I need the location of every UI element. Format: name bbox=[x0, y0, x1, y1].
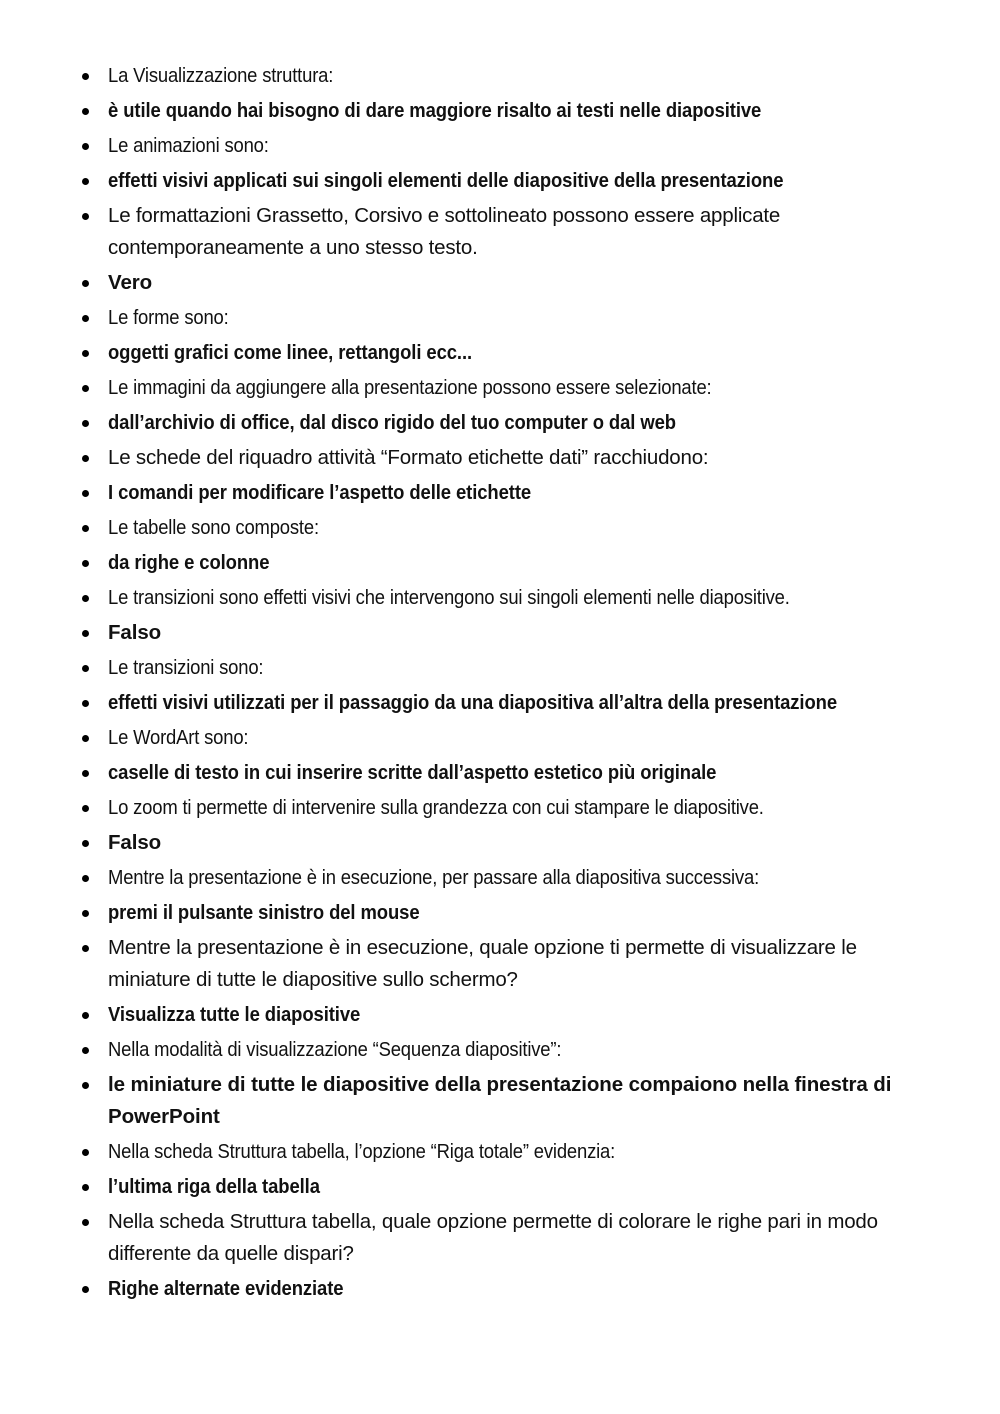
question-text: Le immagini da aggiungere alla presentazione possono essere selezionate: bbox=[108, 376, 712, 399]
bullet-icon bbox=[80, 862, 90, 894]
question-text: Le animazioni sono: bbox=[108, 134, 269, 157]
question-item bbox=[80, 372, 940, 404]
bullet-icon bbox=[80, 792, 90, 824]
answer-item bbox=[80, 617, 940, 649]
answer-item bbox=[80, 267, 940, 299]
bullet-icon bbox=[80, 60, 90, 92]
bullet-icon bbox=[80, 1171, 90, 1203]
question-item bbox=[80, 1206, 940, 1270]
question-item bbox=[80, 200, 940, 264]
answer-text: effetti visivi applicati sui singoli elementi delle diapositive della presentazione bbox=[108, 169, 784, 192]
answer-text: Falso bbox=[108, 621, 162, 644]
answer-item bbox=[80, 95, 940, 127]
bullet-icon bbox=[80, 652, 90, 684]
bullet-icon bbox=[80, 267, 90, 299]
bullet-icon bbox=[80, 130, 90, 162]
question-item bbox=[80, 130, 940, 162]
bullet-icon bbox=[80, 442, 90, 474]
question-item bbox=[80, 652, 940, 684]
question-item bbox=[80, 722, 940, 754]
question-item bbox=[80, 792, 940, 824]
bullet-icon bbox=[80, 999, 90, 1031]
question-text: La Visualizzazione struttura: bbox=[108, 64, 334, 87]
answer-text: è utile quando hai bisogno di dare maggiore risalto ai testi nelle diapositive bbox=[108, 99, 762, 122]
question-text: Lo zoom ti permette di intervenire sulla grandezza con cui stampare le diapositive. bbox=[108, 796, 764, 819]
answer-item bbox=[80, 1273, 940, 1305]
bullet-icon bbox=[80, 547, 90, 579]
bullet-icon bbox=[80, 337, 90, 369]
bullet-icon bbox=[80, 200, 90, 232]
question-item bbox=[80, 512, 940, 544]
answer-text: I comandi per modificare l’aspetto delle etichette bbox=[108, 481, 532, 504]
question-item bbox=[80, 582, 940, 614]
question-text: Le formattazioni Grassetto, Corsivo e sottolineato possono essere applicate contemporaneamente a uno stesso testo. bbox=[108, 204, 781, 259]
bullet-icon bbox=[80, 477, 90, 509]
question-text: Mentre la presentazione è in esecuzione, quale opzione ti permette di visualizzare le miniature di tutte le diapositive sullo schermo? bbox=[108, 936, 857, 991]
question-item bbox=[80, 442, 940, 474]
answer-item bbox=[80, 999, 940, 1031]
question-item bbox=[80, 60, 940, 92]
answer-text: le miniature di tutte le diapositive della presentazione compaiono nella finestra di PowerPoint bbox=[108, 1073, 892, 1128]
bullet-icon bbox=[80, 95, 90, 127]
bullet-icon bbox=[80, 1034, 90, 1066]
bullet-icon bbox=[80, 165, 90, 197]
bullet-icon bbox=[80, 512, 90, 544]
question-item bbox=[80, 302, 940, 334]
bullet-icon bbox=[80, 932, 90, 964]
question-item bbox=[80, 862, 940, 894]
answer-item bbox=[80, 687, 940, 719]
answer-item bbox=[80, 547, 940, 579]
bullet-icon bbox=[80, 1069, 90, 1101]
answer-item bbox=[80, 827, 940, 859]
answer-text: da righe e colonne bbox=[108, 551, 270, 574]
answer-item bbox=[80, 757, 940, 789]
answer-text: dall’archivio di office, dal disco rigido del tuo computer o dal web bbox=[108, 411, 676, 434]
answer-item bbox=[80, 1171, 940, 1203]
bullet-icon bbox=[80, 617, 90, 649]
answer-item bbox=[80, 1069, 940, 1133]
bullet-icon bbox=[80, 407, 90, 439]
question-item bbox=[80, 1136, 940, 1168]
question-text: Le schede del riquadro attività “Formato etichette dati” racchiudono: bbox=[108, 446, 709, 469]
answer-text: Visualizza tutte le diapositive bbox=[108, 1003, 361, 1026]
answer-text: Righe alternate evidenziate bbox=[108, 1277, 344, 1300]
bullet-icon bbox=[80, 372, 90, 404]
question-text: Nella scheda Struttura tabella, l’opzione “Riga totale” evidenzia: bbox=[108, 1140, 616, 1163]
bullet-icon bbox=[80, 1136, 90, 1168]
answer-item bbox=[80, 165, 940, 197]
question-text: Nella scheda Struttura tabella, quale opzione permette di colorare le righe pari in modo differente da quelle dispari? bbox=[108, 1210, 878, 1265]
bullet-icon bbox=[80, 302, 90, 334]
answer-item bbox=[80, 407, 940, 439]
answer-text: Falso bbox=[108, 831, 162, 854]
bullet-icon bbox=[80, 1206, 90, 1238]
question-text: Le WordArt sono: bbox=[108, 726, 249, 749]
bullet-icon bbox=[80, 897, 90, 929]
qa-bullet-list bbox=[80, 60, 940, 1308]
bullet-icon bbox=[80, 757, 90, 789]
answer-text: premi il pulsante sinistro del mouse bbox=[108, 901, 420, 924]
question-text: Le tabelle sono composte: bbox=[108, 516, 319, 539]
question-text: Mentre la presentazione è in esecuzione, per passare alla diapositiva successiva: bbox=[108, 866, 760, 889]
answer-text: l’ultima riga della tabella bbox=[108, 1175, 320, 1198]
answer-text: caselle di testo in cui inserire scritte dall’aspetto estetico più originale bbox=[108, 761, 717, 784]
question-text: Le transizioni sono effetti visivi che intervengono sui singoli elementi nelle diapositive. bbox=[108, 586, 790, 609]
answer-item bbox=[80, 337, 940, 369]
question-text: Le forme sono: bbox=[108, 306, 229, 329]
answer-text: Vero bbox=[108, 271, 153, 294]
answer-item bbox=[80, 477, 940, 509]
answer-item bbox=[80, 897, 940, 929]
question-text: Le transizioni sono: bbox=[108, 656, 264, 679]
bullet-icon bbox=[80, 827, 90, 859]
bullet-icon bbox=[80, 1273, 90, 1305]
answer-text: oggetti grafici come linee, rettangoli ecc... bbox=[108, 341, 473, 364]
bullet-icon bbox=[80, 687, 90, 719]
bullet-icon bbox=[80, 582, 90, 614]
question-text: Nella modalità di visualizzazione “Sequenza diapositive”: bbox=[108, 1038, 562, 1061]
answer-text: effetti visivi utilizzati per il passaggio da una diapositiva all’altra della presentazione bbox=[108, 691, 837, 714]
bullet-icon bbox=[80, 722, 90, 754]
question-item bbox=[80, 1034, 940, 1066]
question-item bbox=[80, 932, 940, 996]
